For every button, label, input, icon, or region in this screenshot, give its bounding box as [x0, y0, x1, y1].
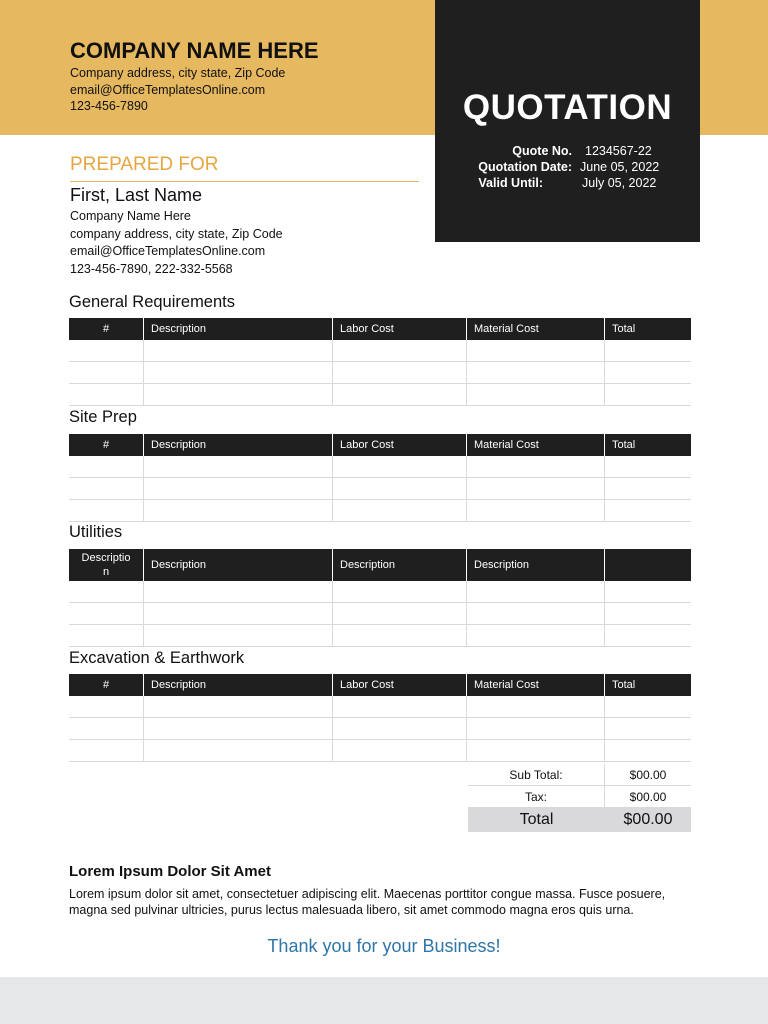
- total-row: [468, 808, 691, 832]
- section-title: Site Prep: [69, 408, 137, 426]
- table-row: [69, 384, 691, 406]
- table-row: [69, 625, 691, 647]
- company-address: Company address, city state, Zip Code: [70, 66, 286, 80]
- column-header: Description: [144, 318, 333, 340]
- note-title: Lorem Ipsum Dolor Sit Amet: [69, 863, 271, 880]
- column-header: #: [69, 674, 144, 696]
- table-header: [69, 674, 691, 696]
- column-header: Material Cost: [467, 318, 605, 340]
- subtotal-row: [468, 764, 691, 786]
- table-row: [69, 581, 691, 603]
- section-title: General Requirements: [69, 293, 235, 311]
- utilities-table: [69, 549, 691, 647]
- site-prep-table: [69, 434, 691, 522]
- quote-date: June 05, 2022: [580, 160, 660, 174]
- column-header: Total: [612, 439, 636, 451]
- column-header: #: [69, 318, 144, 340]
- column-header: Description: [144, 434, 333, 456]
- prepared-for-divider: [70, 181, 419, 182]
- client-email: email@OfficeTemplatesOnline.com: [70, 244, 266, 258]
- totals-block: [468, 764, 691, 832]
- column-header: [69, 549, 144, 581]
- tax-value: $00.00: [629, 790, 667, 804]
- column-header: Total: [612, 323, 636, 335]
- total-value: $00.00: [623, 811, 673, 828]
- column-header: Labor Cost: [333, 318, 467, 340]
- table-row: [69, 718, 691, 740]
- table-header: [69, 549, 691, 581]
- column-header: Description: [144, 549, 333, 581]
- quote-date-label: Quotation Date:: [478, 160, 572, 174]
- table-row: [69, 456, 691, 478]
- client-name: First, Last Name: [70, 185, 203, 205]
- column-header: Total: [612, 679, 636, 691]
- valid-until: July 05, 2022: [582, 176, 657, 190]
- client-phone: 123-456-7890, 222-332-5568: [70, 262, 233, 276]
- column-header: Material Cost: [467, 434, 605, 456]
- column-header: Material Cost: [467, 674, 605, 696]
- company-phone: 123-456-7890: [70, 99, 148, 113]
- table-header: [69, 434, 691, 456]
- column-header: Description: [467, 549, 605, 581]
- table-row: [69, 696, 691, 718]
- note-body: Lorem ipsum dolor sit amet, consectetuer adipiscing elit. Maecenas porttitor congue massa. Fusce posuere, magna sed pulvinar ultricies, purus lectus malesuada libero, sit amet commodo magna eros quis urna.: [69, 887, 666, 917]
- section-title: Utilities: [69, 523, 123, 541]
- table-row: [69, 603, 691, 625]
- subtotal-value: $00.00: [629, 768, 667, 782]
- table-row: [69, 500, 691, 522]
- column-header: [605, 549, 691, 581]
- quote-number: 1234567-22: [585, 144, 652, 158]
- quote-number-label: Quote No.: [512, 144, 572, 158]
- column-header-text: Descriptio n: [81, 552, 131, 578]
- footer-band: [0, 977, 768, 1024]
- tax-row: [468, 786, 691, 808]
- tax-label: Tax:: [468, 786, 605, 807]
- client-address: company address, city state, Zip Code: [70, 227, 283, 241]
- company-email: email@OfficeTemplatesOnline.com: [70, 83, 266, 97]
- table-row: [69, 340, 691, 362]
- column-header: Description: [144, 674, 333, 696]
- column-header: Labor Cost: [333, 434, 467, 456]
- total-label: Total: [519, 811, 554, 828]
- quotation-title: QUOTATION: [462, 88, 673, 127]
- table-row: [69, 362, 691, 384]
- subtotal-label: Sub Total:: [468, 764, 605, 785]
- prepared-for-heading: PREPARED FOR: [70, 154, 219, 175]
- column-header: Description: [333, 549, 467, 581]
- excavation-table: [69, 674, 691, 762]
- column-header: #: [69, 434, 144, 456]
- section-title: Excavation & Earthwork: [69, 649, 245, 667]
- company-name: COMPANY NAME HERE: [70, 38, 319, 63]
- valid-until-label: Valid Until:: [478, 176, 543, 190]
- general-requirements-table: [69, 318, 691, 406]
- quotation-box: [435, 0, 700, 242]
- table-row: [69, 478, 691, 500]
- table-header: [69, 318, 691, 340]
- table-row: [69, 740, 691, 762]
- thank-you-message: Thank you for your Business!: [267, 936, 501, 956]
- column-header: Labor Cost: [333, 674, 467, 696]
- client-company: Company Name Here: [70, 209, 191, 223]
